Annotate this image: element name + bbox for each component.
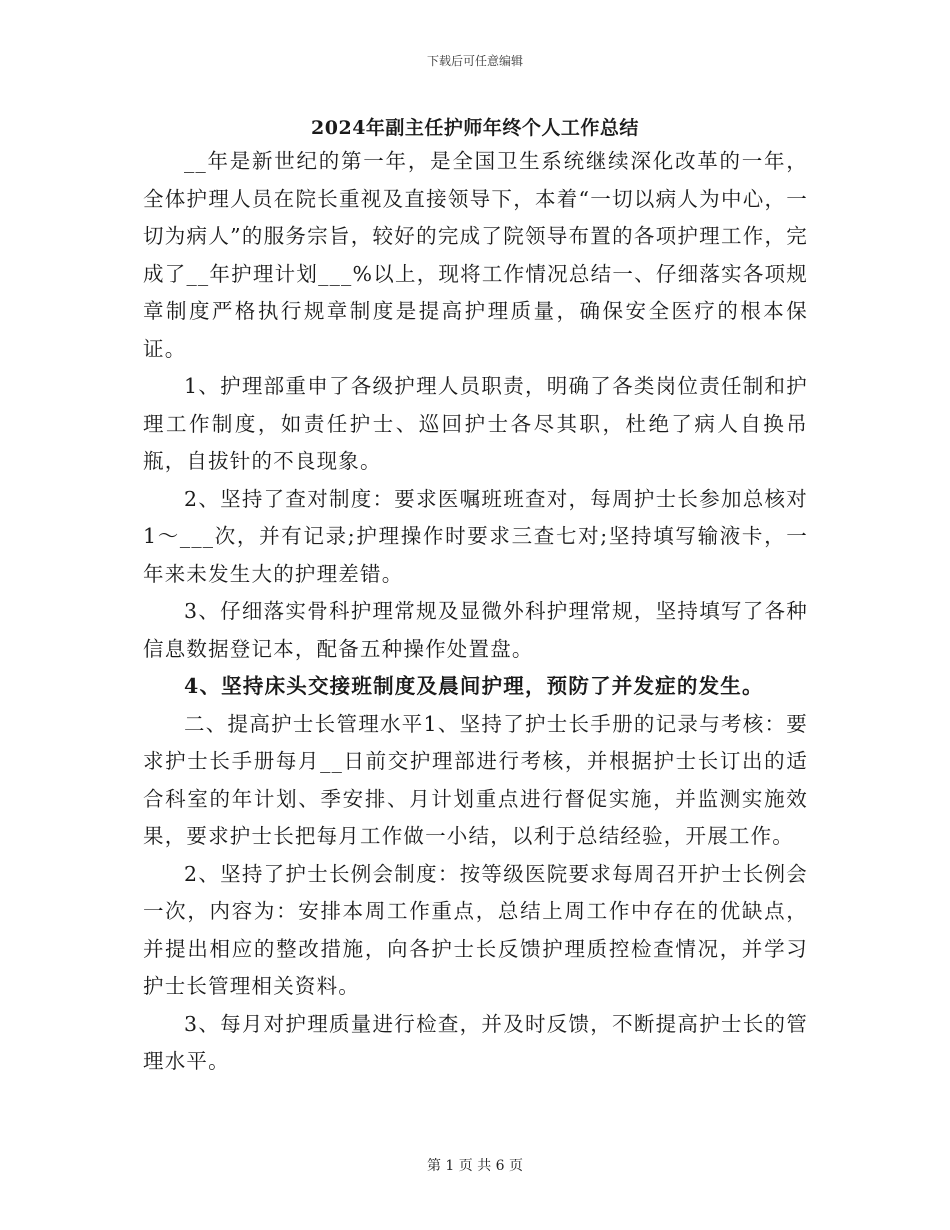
document-title: 2024年副主任护师年终个人工作总结 xyxy=(311,117,639,139)
paragraph-item-2: 2、坚持了查对制度：要求医嘱班班查对，每周护士长参加总核对1～___次，并有记录;护理操作时要求三查七对;坚持填写输液卡，一年来未发生大的护理差错。 xyxy=(143,486,808,586)
paragraph-item-3: 3、仔细落实骨科护理常规及显微外科护理常规，坚持填写了各种信息数据登记本，配备五种操作处置盘。 xyxy=(143,599,808,661)
paragraph-section-2-item-2: 2、坚持了护士长例会制度：按等级医院要求每周召开护士长例会一次，内容为：安排本周工作重点，总结上周工作中存在的优缺点，并提出相应的整改措施，向各护士长反馈护理质控检查情况，并学习护士长管理相关资料。 xyxy=(143,861,808,998)
paragraph-section-2: 二、提高护士长管理水平1、坚持了护士长手册的记录与考核：要求护士长手册每月__日前交护理部进行考核，并根据护士长订出的适合科室的年计划、季安排、月计划重点进行督促实施，并监测实施效果，要求护士长把每月工作做一小结，以利于总结经验，开展工作。 xyxy=(143,711,808,848)
paragraph-intro: __年是新世纪的第一年，是全国卫生系统继续深化改革的一年，全体护理人员在院长重视及直接领导下，本着“一切以病人为中心，一切为病人”的服务宗旨，较好的完成了院领导布置的各项护理工作，完成了__年护理计划___%以上，现将工作情况总结一、仔细落实各项规章制度严格执行规章制度是提高护理质量，确保安全医疗的根本保证。 xyxy=(143,149,808,361)
paragraph-section-2-item-3: 3、每月对护理质量进行检查，并及时反馈，不断提高护士长的管理水平。 xyxy=(143,1011,808,1073)
page-number: 第 1 页 共 6 页 xyxy=(426,1158,524,1174)
paragraph-item-1: 1、护理部重申了各级护理人员职责，明确了各类岗位责任制和护理工作制度，如责任护士、巡回护士各尽其职，杜绝了病人自换吊瓶，自拔针的不良现象。 xyxy=(143,374,808,473)
page-header-note: 下载后可任意编辑 xyxy=(426,54,523,68)
paragraph-item-4: 4、坚持床头交接班制度及晨间护理，预防了并发症的发生。 xyxy=(184,674,764,698)
document-body xyxy=(143,143,808,1081)
